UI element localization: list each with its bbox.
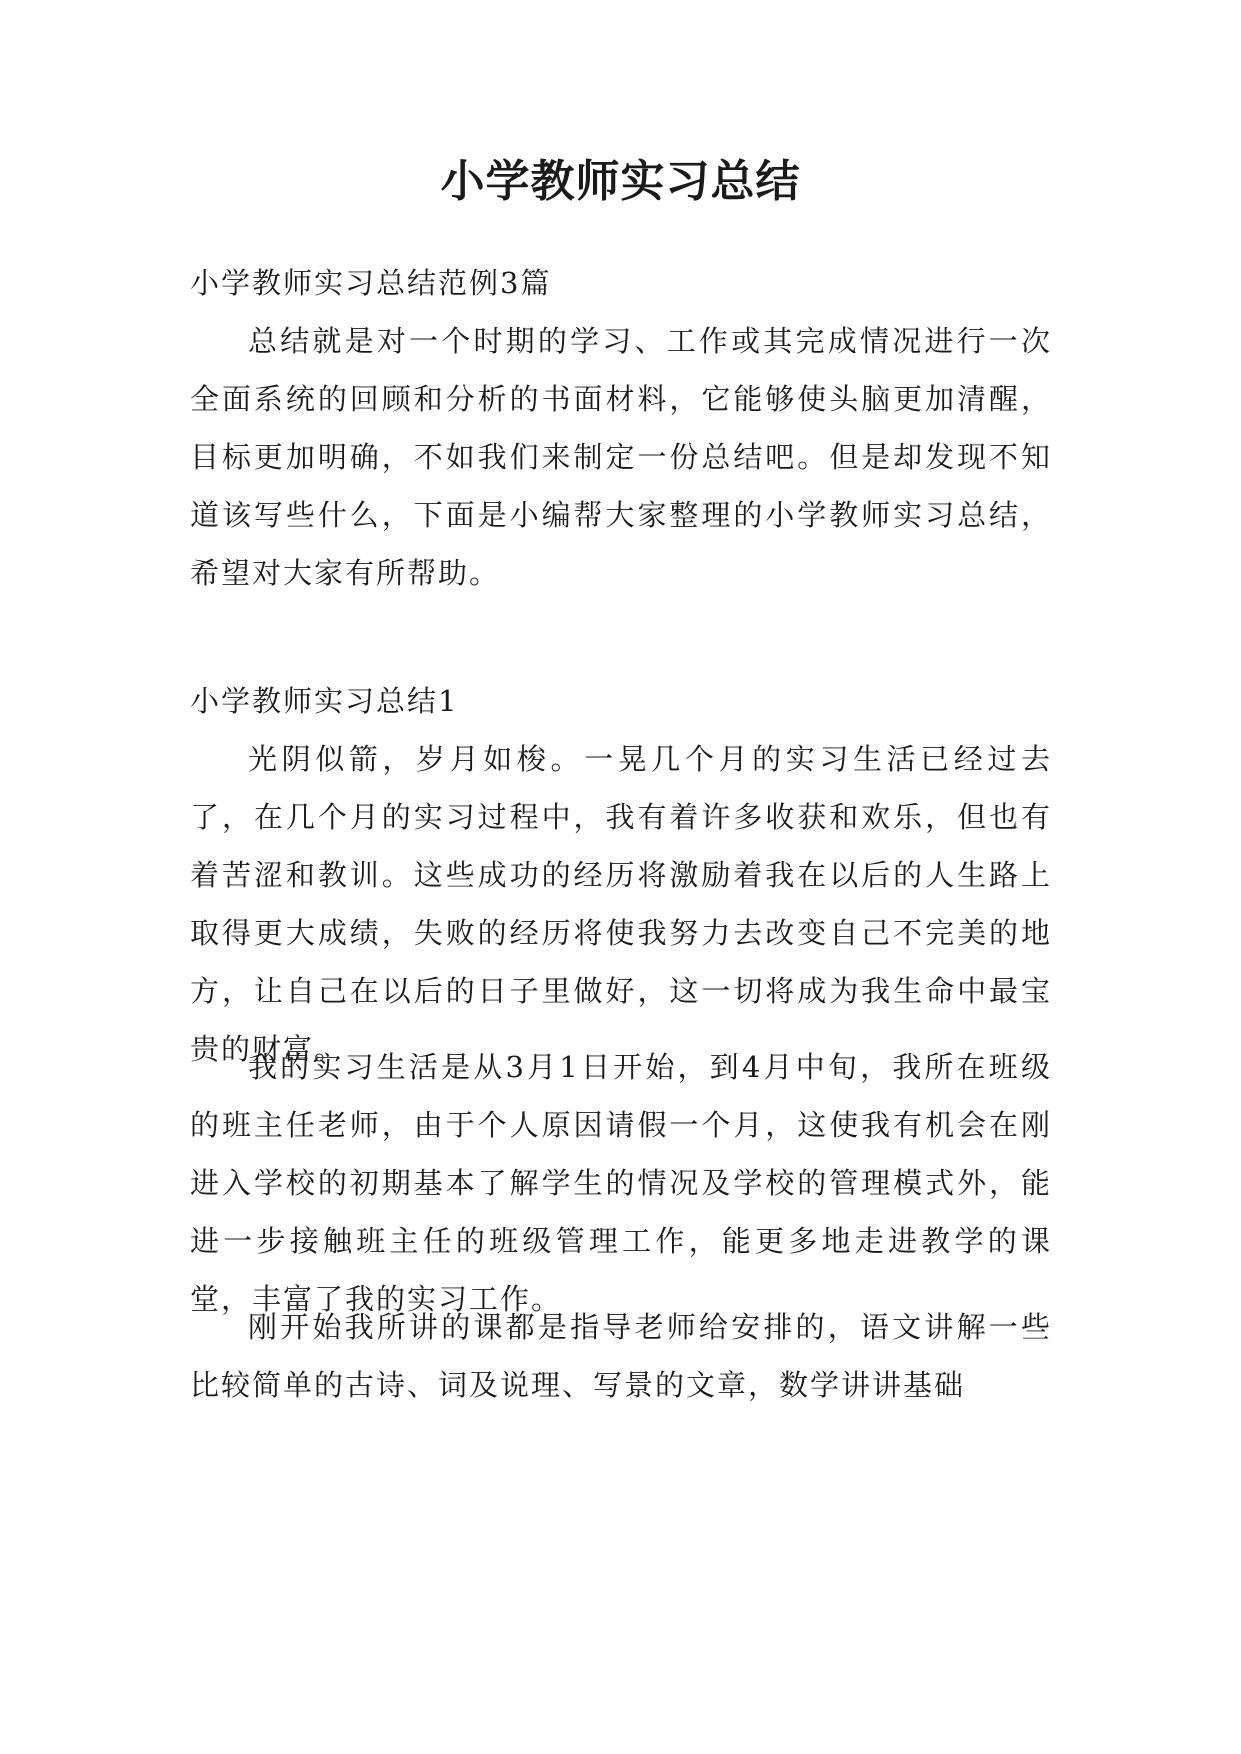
intro-paragraph: 总结就是对一个时期的学习、工作或其完成情况进行一次全面系统的回顾和分析的书面材料，它能够使头脑更加清醒，目标更加明确，不如我们来制定一份总结吧。但是却发现不知道该写些什么，下面是小编帮大家整理的小学教师实习总结，希望对大家有所帮助。 (190, 324, 1052, 590)
section-paragraph-2: 我的实习生活是从3月1日开始，到4月中旬，我所在班级的班主任老师，由于个人原因请假一个月，这使我有机会在刚进入学校的初期基本了解学生的情况及学校的管理模式外，能进一步接触班主任的班级管理工作，能更多地走进教学的课堂，丰富了我的实习工作。 (190, 1050, 1052, 1316)
section-paragraph-3: 刚开始我所讲的课都是指导老师给安排的，语文讲解一些比较简单的古诗、词及说理、写景的文章，数学讲讲基础 (190, 1310, 1052, 1402)
section-paragraph-1: 光阴似箭，岁月如梭。一晃几个月的实习生活已经过去了，在几个月的实习过程中，我有着许多收获和欢乐，但也有着苦涩和教训。这些成功的经历将激励着我在以后的人生路上取得更大成绩，失败的经历将使我努力去改变自己不完美的地方，让自己在以后的日子里做好，这一切将成为我生命中最宝贵的财富。 (190, 742, 1052, 1066)
document-title: 小学教师实习总结 (440, 156, 801, 207)
section-heading: 小学教师实习总结1 (190, 684, 459, 718)
intro-heading: 小学教师实习总结范例3篇 (190, 266, 552, 300)
